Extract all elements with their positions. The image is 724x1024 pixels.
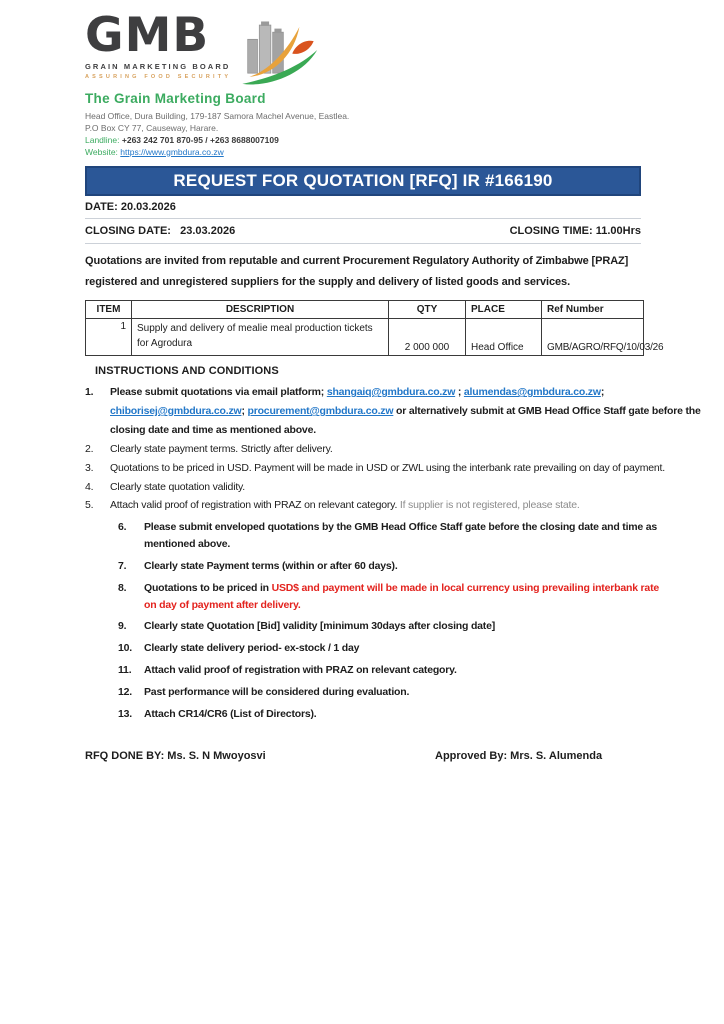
- email-link-procurement[interactable]: procurement@gmbdura.co.zw: [247, 405, 394, 418]
- cell-ref: GMB/AGRO/RFQ/10/03/26: [542, 319, 644, 356]
- cell-place: Head Office: [466, 319, 542, 356]
- letterhead: [85, 8, 724, 86]
- instruction-item-9: 9. Clearly state Quotation [Bid] validity [minimum 30days after closing date]: [118, 620, 496, 633]
- cell-description: Supply and delivery of mealie meal production tickets for Agrodura: [132, 319, 389, 356]
- website-link[interactable]: https://www.gmbdura.co.zw: [120, 146, 224, 157]
- col-header-item: ITEM: [86, 301, 132, 319]
- email-link-shangaiq[interactable]: shangaiq@gmbdura.co.zw: [326, 386, 456, 399]
- instructions-list: [85, 383, 707, 722]
- signature-row: [85, 750, 705, 762]
- gmb-logo-board-line: GRAIN MARKETING BOARD: [85, 61, 231, 71]
- contact-block: [85, 90, 724, 158]
- org-name: The Grain Marketing Board: [85, 91, 266, 106]
- intro-paragraph: Quotations are invited from reputable and current Procurement Regulatory Authority of Zimbabwe [PRAZ] registered and unregistered suppliers for the supply and delivery of listed goods and services.: [85, 255, 629, 288]
- instructions-heading: INSTRUCTIONS AND CONDITIONS: [95, 365, 279, 378]
- items-table: [85, 300, 664, 356]
- date-row: DATE: 20.03.2026: [85, 201, 641, 219]
- instruction-item-1: 1. Please submit quotations via email platform; shangaiq@gmbdura.co.zw ; alumendas@gmbdura.co.zw; chiborisej@gmbdura.co.zw; procurement@gmbdura.co.zw or alternatively submit at GMB Head Office Staff gate before the closing date and time as mentioned above.: [85, 386, 701, 436]
- rfq-done-by: RFQ DONE BY: Ms. S. N Mwoyosvi: [85, 750, 266, 763]
- address-line-2: P.O Box CY 77, Causeway, Harare.: [85, 122, 219, 133]
- landline-line: [85, 135, 724, 147]
- address-line-1: Head Office, Dura Building, 179-187 Samora Machel Avenue, Eastlea.: [85, 110, 350, 121]
- instruction-item-2: 2. Clearly state payment terms. Strictly after delivery.: [85, 442, 333, 455]
- approved-by: Approved By: Mrs. S. Alumenda: [435, 750, 603, 763]
- table-header-row: [86, 301, 644, 319]
- gmb-logo-tagline: ASSURING FOOD SECURITY: [85, 73, 232, 80]
- website-line: [85, 147, 724, 159]
- instruction-item-12: 12. Past performance will be considered during evaluation.: [118, 685, 410, 698]
- grain-silos-icon: [237, 14, 319, 86]
- instruction-item-11: 11. Attach valid proof of registration with PRAZ on relevant category.: [118, 663, 457, 676]
- email-link-alumendas[interactable]: alumendas@gmbdura.co.zw: [463, 386, 601, 399]
- closing-time: CLOSING TIME: 11.00Hrs: [509, 225, 641, 238]
- instruction-item-5: 5. Attach valid proof of registration with PRAZ on relevant category. If supplier is not registered, please state.: [85, 499, 580, 512]
- closing-row: [85, 225, 641, 244]
- gmb-logo-acronym: GMB: [85, 8, 210, 63]
- email-link-chiborisej[interactable]: chiborisej@gmbdura.co.zw: [110, 405, 242, 418]
- instruction-item-4: 4. Clearly state quotation validity.: [85, 480, 246, 493]
- registration-note: If supplier is not registered, please state.: [399, 499, 580, 512]
- closing-date: CLOSING DATE: 23.03.2026: [85, 225, 236, 238]
- col-header-place: PLACE: [466, 301, 542, 319]
- col-header-ref: Ref Number: [542, 301, 644, 319]
- website-label: Website:: [85, 146, 121, 157]
- instruction-item-8: 8. Quotations to be priced in USD$ and payment will be made in local currency using prevailing interbank rate on day of payment after delivery.: [118, 581, 660, 611]
- instruction-item-10: 10. Clearly state delivery period- ex-stock / 1 day: [118, 642, 360, 655]
- gmb-logo: [85, 8, 232, 80]
- table-row: [86, 319, 644, 356]
- landline-numbers: +263 242 701 870-95 / +263 8688007109: [121, 134, 279, 145]
- cell-qty: 2 000 000: [389, 319, 466, 356]
- instruction-item-6: 6. Please submit enveloped quotations by the GMB Head Office Staff gate before the closing date and time as mentioned above.: [118, 521, 658, 551]
- instruction-item-13: 13. Attach CR14/CR6 (List of Directors).: [118, 707, 317, 720]
- pricing-alert-text: USD$ and payment will be made in local currency using prevailing interbank rate on day of payment after delivery.: [144, 581, 660, 611]
- rfq-title-bar: [85, 166, 641, 196]
- instructions-sublist: [118, 519, 663, 722]
- instruction-item-7: 7. Clearly state Payment terms (within or after 60 days).: [118, 559, 398, 572]
- cell-item: 1: [86, 319, 132, 356]
- instruction-item-3: 3. Quotations to be priced in USD. Payment will be made in USD or ZWL using the interbank rate prevailing on day of payment.: [85, 461, 665, 474]
- landline-label: Landline:: [85, 134, 122, 145]
- col-header-description: DESCRIPTION: [132, 301, 389, 319]
- rfq-title: REQUEST FOR QUOTATION [RFQ] IR #166190: [173, 171, 553, 191]
- col-header-qty: QTY: [389, 301, 466, 319]
